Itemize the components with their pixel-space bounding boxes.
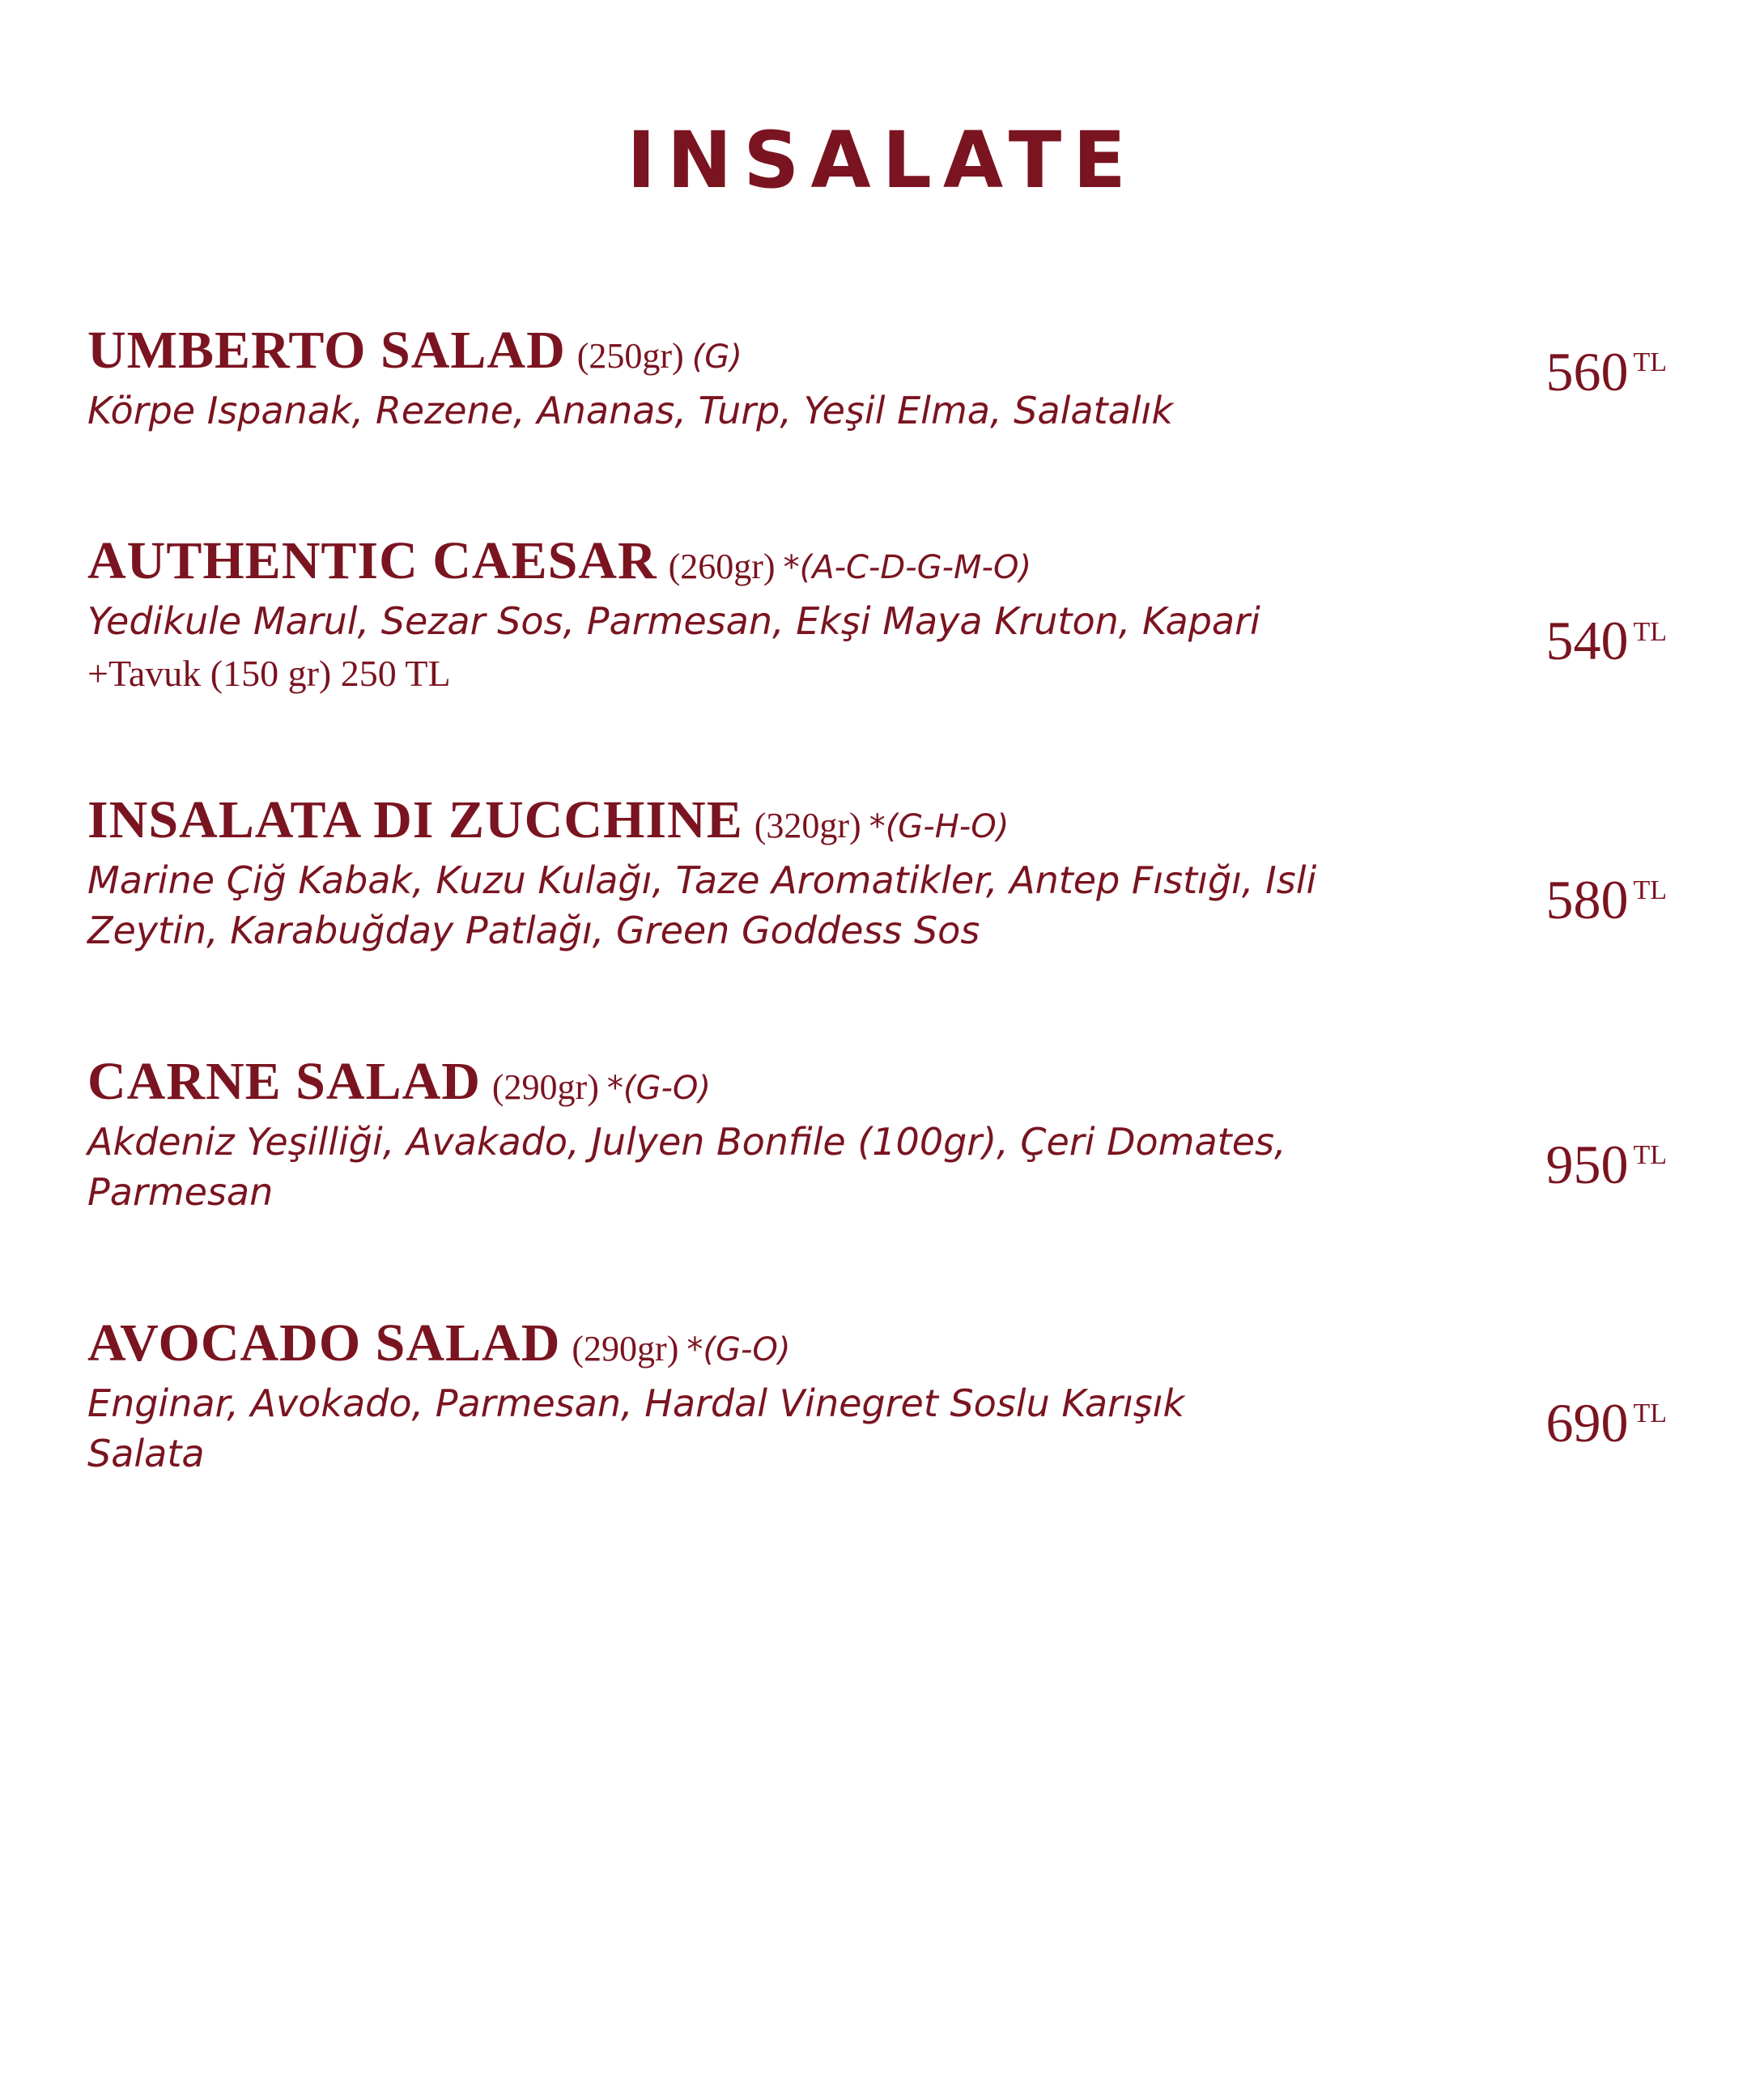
menu-item (81, 321, 1683, 436)
menu-item-text (81, 790, 1473, 956)
menu-item-name: UMBERTO SALAD (87, 321, 566, 380)
menu-item-allergens: *(A-C-D-G-M-O) (783, 549, 1032, 587)
menu-item-heading (87, 1313, 1473, 1373)
menu-item-price (1545, 609, 1667, 673)
menu-item-price-value: 950 (1545, 1133, 1629, 1195)
menu-item-description: Marine Çiğ Kabak, Kuzu Kulağı, Taze Aromatikler, Antep Fıstığı, Isli Zeytin, Karabuğday Patlağı, Green Goddess Sos (87, 858, 1317, 953)
currency-label: TL (1633, 347, 1667, 378)
menu-item-allergens: *(G-O) (686, 1330, 791, 1369)
menu-item-weight: (320gr) (754, 805, 861, 845)
menu-item-weight: (250gr) (576, 336, 684, 376)
menu-item-heading (87, 321, 1473, 381)
menu-item-heading (87, 531, 1473, 591)
menu-item-name: CARNE SALAD (87, 1051, 481, 1111)
menu-item-price-value: 690 (1545, 1391, 1629, 1454)
menu-item-name: AVOCADO SALAD (87, 1313, 561, 1373)
menu-item-name: INSALATA DI ZUCCHINE (87, 790, 743, 849)
menu-item-heading (87, 790, 1473, 850)
menu-item-text (81, 1052, 1473, 1218)
menu-item (81, 531, 1683, 694)
menu-item-weight: (290gr) (572, 1328, 679, 1369)
menu-item-allergens: *(G-H-O) (869, 807, 1010, 845)
menu-item (81, 790, 1683, 956)
menu-item-name: AUTHENTIC CAESAR (87, 531, 657, 591)
menu-item-price-value: 580 (1545, 868, 1629, 930)
menu-item-price (1545, 1133, 1667, 1197)
menu-item (81, 1313, 1683, 1479)
menu-item-weight: (260gr) (668, 547, 776, 587)
menu-item-text (81, 1313, 1473, 1479)
menu-item-description: Körpe Ispanak, Rezene, Ananas, Turp, Yeşil Elma, Salatalık (87, 388, 1173, 432)
menu-item-price (1545, 1391, 1667, 1455)
menu-item (81, 1052, 1683, 1218)
currency-label: TL (1633, 1398, 1667, 1429)
menu-item-description: Enginar, Avokado, Parmesan, Hardal Vinegret Soslu Karışık Salata (87, 1381, 1185, 1476)
menu-item-price (1545, 868, 1667, 932)
menu-item-description: Akdeniz Yeşilliği, Avakado, Julyen Bonfile (100gr), Çeri Domates, Parmesan (87, 1119, 1286, 1215)
page-title: INSALATE (627, 115, 1137, 206)
menu-item-list (81, 321, 1683, 1479)
menu-item-allergens: *(G-O) (606, 1069, 711, 1107)
currency-label: TL (1633, 875, 1667, 906)
menu-item-price (1545, 340, 1667, 404)
menu-item-description: Yedikule Marul, Sezar Sos, Parmesan, Ekşi Maya Kruton, Kapari (87, 599, 1260, 644)
menu-item-allergens: (G) (691, 338, 742, 376)
menu-item-extra: +Tavuk (150 gr) 250 TL (87, 652, 451, 694)
menu-item-price-value: 540 (1545, 610, 1629, 672)
menu-item-heading (87, 1052, 1473, 1112)
menu-item-weight: (290gr) (491, 1066, 599, 1107)
menu-item-text (81, 321, 1473, 436)
currency-label: TL (1633, 616, 1667, 647)
currency-label: TL (1633, 1140, 1667, 1171)
menu-item-price-value: 560 (1545, 341, 1629, 402)
menu-item-text (81, 531, 1473, 694)
